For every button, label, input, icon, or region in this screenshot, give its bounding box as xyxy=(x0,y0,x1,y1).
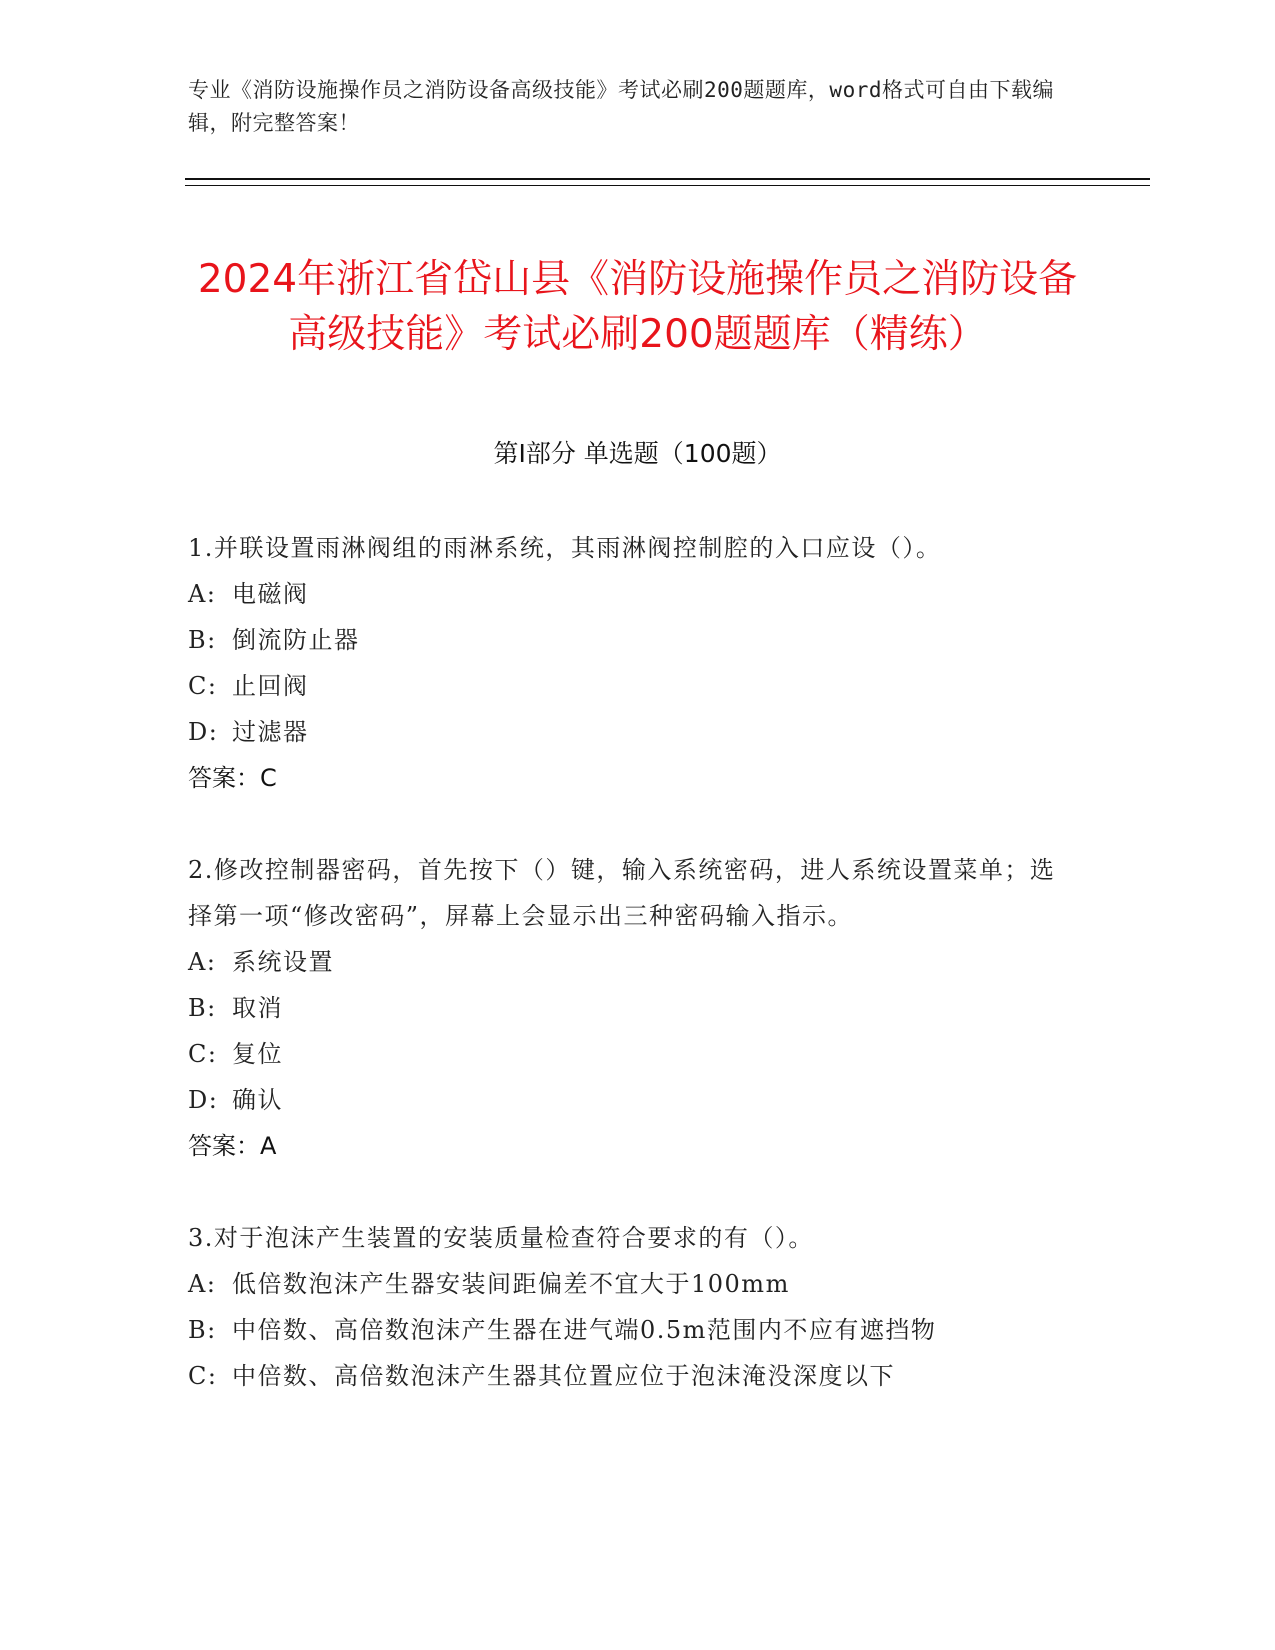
option-text: 中倍数、高倍数泡沫产生器在进气端0.5m范围内不应有遮挡物 xyxy=(232,1316,937,1344)
option-key: A: xyxy=(188,1270,217,1298)
question-text: 3.对于泡沫产生装置的安装质量检查符合要求的有（）。 xyxy=(188,1224,814,1252)
option-text: 取消 xyxy=(232,994,283,1022)
header-note: 专业《消防设施操作员之消防设备高级技能》考试必刷200题题库，word格式可自由下载编辑，附完整答案！ xyxy=(188,78,1054,135)
option-a xyxy=(188,571,1058,617)
option-b xyxy=(188,617,1058,663)
option-text: 低倍数泡沫产生器安装间距偏差不宜大于100mm xyxy=(232,1270,790,1298)
option-c xyxy=(188,1031,1058,1077)
option-d xyxy=(188,1077,1058,1123)
option-text: 过滤器 xyxy=(232,718,309,746)
question-3 xyxy=(188,1215,1058,1399)
option-key: D: xyxy=(188,1086,219,1114)
option-key: B: xyxy=(188,1316,217,1344)
option-c xyxy=(188,663,1058,709)
option-text: 倒流防止器 xyxy=(232,626,360,654)
option-text: 止回阀 xyxy=(232,672,309,700)
option-key: B: xyxy=(188,994,217,1022)
answer-line: 答案：A xyxy=(188,1132,277,1160)
option-text: 中倍数、高倍数泡沫产生器其位置应位于泡沫淹没深度以下 xyxy=(232,1362,895,1390)
option-b xyxy=(188,985,1058,1031)
header-divider-thin xyxy=(185,185,1150,186)
option-key: A: xyxy=(188,948,217,976)
question-text: 1.并联设置雨淋阀组的雨淋系统，其雨淋阀控制腔的入口应设（）。 xyxy=(188,534,942,562)
option-text: 确认 xyxy=(232,1086,283,1114)
option-text: 复位 xyxy=(232,1040,283,1068)
option-text: 系统设置 xyxy=(232,948,334,976)
question-2 xyxy=(188,847,1058,1169)
answer-line: 答案：C xyxy=(188,764,277,792)
option-text: 电磁阀 xyxy=(232,580,309,608)
option-key: A: xyxy=(188,580,217,608)
option-c xyxy=(188,1353,1058,1399)
question-1 xyxy=(188,525,1058,801)
option-d xyxy=(188,709,1058,755)
option-a xyxy=(188,1261,1058,1307)
option-key: D: xyxy=(188,718,219,746)
option-b xyxy=(188,1307,1058,1353)
option-key: C: xyxy=(188,1362,218,1390)
question-list xyxy=(188,525,1058,1445)
option-a xyxy=(188,939,1058,985)
question-text: 2.修改控制器密码，首先按下（）键，输入系统密码，进人系统设置菜单；选择第一项“修改密码”，屏幕上会显示出三种密码输入指示。 xyxy=(188,856,1056,930)
option-key: C: xyxy=(188,672,218,700)
section-heading: 第Ⅰ部分 单选题（100题） xyxy=(493,439,782,468)
header-divider-thick xyxy=(185,178,1150,180)
document-title: 2024年浙江省岱山县《消防设施操作员之消防设备高级技能》考试必刷200题题库（精练） xyxy=(197,257,1078,358)
option-key: C: xyxy=(188,1040,218,1068)
option-key: B: xyxy=(188,626,217,654)
